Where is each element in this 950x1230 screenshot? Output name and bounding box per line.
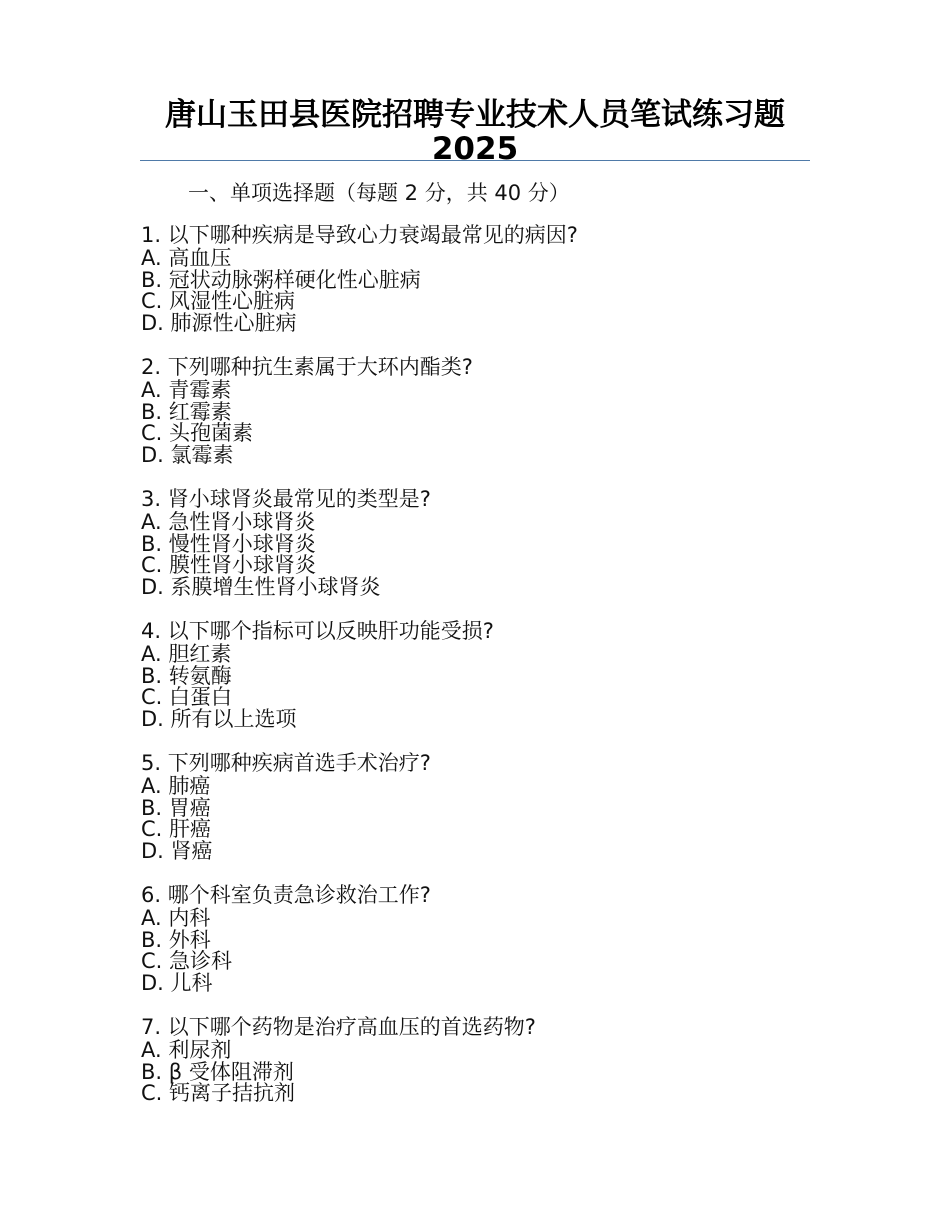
answer-option: A. 肺癌 bbox=[141, 773, 211, 798]
answer-option: C. 白蛋白 bbox=[141, 685, 233, 710]
answer-option: D. 所有以上选项 bbox=[141, 707, 297, 732]
answer-option: D. 儿科 bbox=[141, 971, 213, 996]
question-stem: 3. 肾小球肾炎最常见的类型是? bbox=[141, 486, 431, 511]
question-stem: 2. 下列哪种抗生素属于大环内酯类? bbox=[141, 354, 473, 379]
answer-option: D. 肾癌 bbox=[141, 839, 213, 864]
question-stem: 1. 以下哪种疾病是导致心力衰竭最常见的病因? bbox=[141, 223, 578, 247]
answer-option: C. 钙离子拮抗剂 bbox=[141, 1081, 296, 1106]
question-7 bbox=[141, 1014, 801, 1106]
answer-option: A. 高血压 bbox=[141, 245, 232, 270]
question-3 bbox=[141, 486, 801, 600]
answer-option: A. 青霉素 bbox=[141, 377, 232, 402]
question-6 bbox=[141, 882, 801, 996]
answer-option: B. 冠状动脉粥样硬化性心脏病 bbox=[141, 267, 421, 292]
answer-option: B. 红霉素 bbox=[141, 399, 232, 424]
title-divider bbox=[140, 160, 810, 161]
answer-option: C. 急诊科 bbox=[141, 949, 233, 974]
answer-option: A. 胆红素 bbox=[141, 641, 232, 666]
answer-option: C. 肝癌 bbox=[141, 817, 212, 842]
question-stem: 4. 以下哪个指标可以反映肝功能受损? bbox=[141, 618, 494, 643]
question-list bbox=[141, 225, 801, 1127]
answer-option: B. 胃癌 bbox=[141, 795, 211, 820]
document-title: 唐山玉田县医院招聘专业技术人员笔试练习题 2025 bbox=[165, 97, 785, 167]
answer-option: B. 慢性肾小球肾炎 bbox=[141, 531, 316, 556]
question-stem: 5. 下列哪种疾病首选手术治疗? bbox=[141, 750, 431, 775]
answer-option: B. 外科 bbox=[141, 927, 211, 952]
answer-option: D. 氯霉素 bbox=[141, 443, 234, 468]
answer-option: A. 内科 bbox=[141, 905, 211, 930]
question-4 bbox=[141, 618, 801, 732]
answer-option: A. 利尿剂 bbox=[141, 1037, 232, 1062]
question-2 bbox=[141, 354, 801, 468]
answer-option: B. β 受体阻滞剂 bbox=[141, 1059, 294, 1084]
question-stem: 7. 以下哪个药物是治疗高血压的首选药物? bbox=[141, 1014, 536, 1039]
answer-option: A. 急性肾小球肾炎 bbox=[141, 509, 316, 534]
answer-option: D. 系膜增生性肾小球肾炎 bbox=[141, 575, 381, 600]
answer-option: D. 肺源性心脏病 bbox=[141, 311, 297, 336]
section-heading: 一、单项选择题（每题 2 分，共 40 分） bbox=[188, 181, 570, 205]
answer-option: C. 风湿性心脏病 bbox=[141, 289, 296, 314]
answer-option: B. 转氨酶 bbox=[141, 663, 232, 688]
question-5 bbox=[141, 750, 801, 864]
answer-option: C. 头孢菌素 bbox=[141, 421, 254, 446]
answer-option: C. 膜性肾小球肾炎 bbox=[141, 553, 317, 578]
question-stem: 6. 哪个科室负责急诊救治工作? bbox=[141, 882, 431, 907]
question-1 bbox=[141, 225, 801, 335]
